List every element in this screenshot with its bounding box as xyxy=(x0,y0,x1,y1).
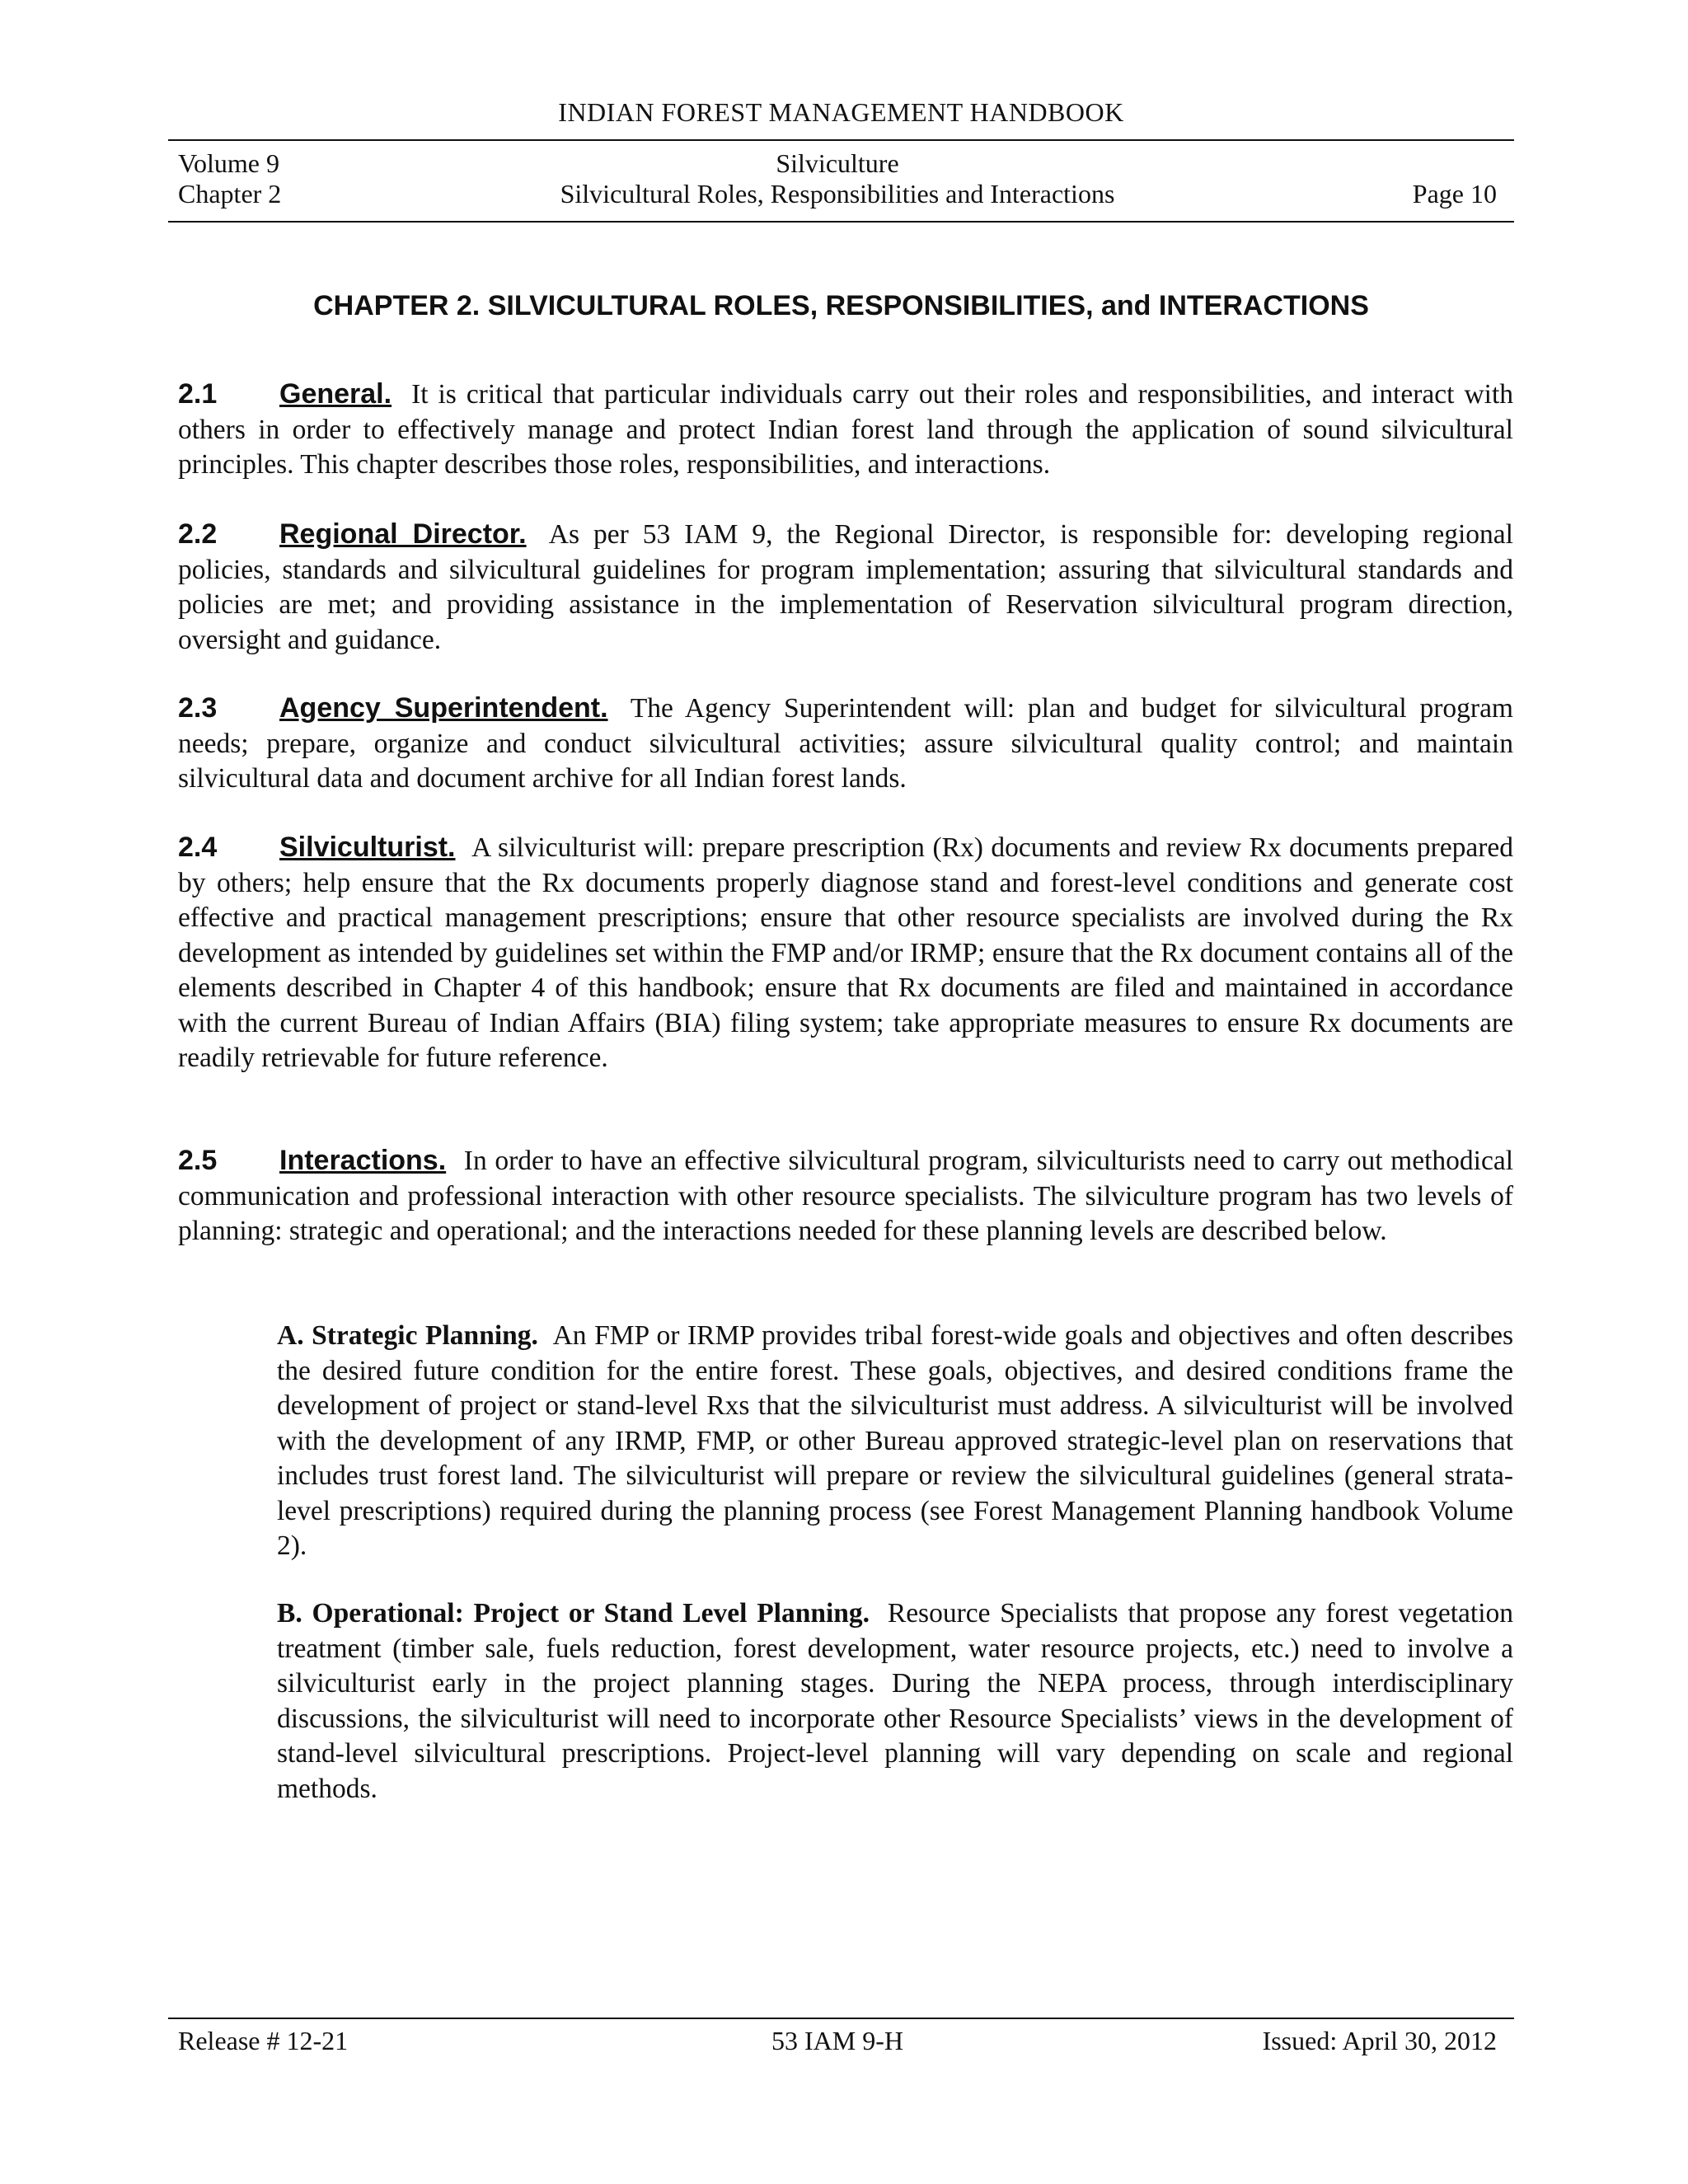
handbook-title: INDIAN FOREST MANAGEMENT HANDBOOK xyxy=(558,97,1124,127)
section-2-2 xyxy=(178,517,1513,658)
section-title: Interactions. xyxy=(279,1145,447,1176)
header-bottom-rule xyxy=(168,221,1514,223)
section-text: As per 53 IAM 9, the Regional Director, is responsible for: developing regional policies, standards and silvicultural guidelines for program implementation; assuring that silvicultural standards and policies are met; and providing assistance in the implementation of Reservation silvicultural program direction, oversight and guidance. xyxy=(178,519,1513,655)
header-line-2 xyxy=(178,179,1497,212)
section-text: In order to have an effective silvicultural program, silviculturists need to carry out methodical communication and professional interaction with other resource specialists. The silviculture program has two levels of planning: strategic and operational; and the interactions needed for these planning levels are described below. xyxy=(178,1146,1514,1246)
manual-code: 53 IAM 9-H xyxy=(771,2026,903,2055)
volume-label: Volume 9 xyxy=(178,148,279,178)
section-number: 2.5 xyxy=(178,1145,218,1176)
subsection-b-operational-planning xyxy=(277,1596,1513,1807)
section-number: 2.1 xyxy=(178,378,218,410)
chapter-subtitle: Silvicultural Roles, Responsibilities and Interactions xyxy=(560,179,1115,209)
header-top-rule xyxy=(168,139,1514,141)
subject-label: Silviculture xyxy=(776,148,899,178)
subsection-label: A. Strategic Planning. xyxy=(277,1320,538,1351)
footer xyxy=(178,2026,1497,2059)
section-2-3 xyxy=(178,691,1513,797)
section-text: A silviculturist will: prepare prescription (Rx) documents and review Rx documents prepared by others; help ensure that the Rx documents properly diagnose stand and forest-level conditions and generate cost effective and practical management prescriptions; ensure that other resource specialists are involved during the Rx development as intended by guidelines set within the FMP and/or IRMP; ensure that the Rx document contains all of the elements described in Chapter 4 of this handbook; ensure that Rx documents are filed and maintained in accordance with the current Bureau of Indian Affairs (BIA) filing system; take appropriate measures to ensure Rx documents are readily retrievable for future reference. xyxy=(178,832,1513,1073)
chapter-label: Chapter 2 xyxy=(178,179,282,209)
section-number: 2.2 xyxy=(178,518,218,550)
section-text: It is critical that particular individuals carry out their roles and responsibilities, and interact with others in order to effectively manage and protect Indian forest land through the application of sound silvicultural principles. This chapter describes those roles, responsibilities, and interactions. xyxy=(178,379,1514,480)
issue-date: Issued: April 30, 2012 xyxy=(1262,2026,1497,2055)
section-number: 2.4 xyxy=(178,832,218,863)
section-title: General. xyxy=(279,378,392,410)
footer-rule xyxy=(168,2018,1514,2019)
subsection-a-strategic-planning xyxy=(277,1319,1513,1564)
section-2-5 xyxy=(178,1143,1513,1249)
header-line-1 xyxy=(178,148,1497,181)
section-2-1 xyxy=(178,377,1513,483)
section-text: The Agency Superintendent will: plan and budget for silvicultural program needs; prepare, organize and conduct silvicultural activities; assure silvicultural quality control; and maintain silvicultural data and document archive for all Indian forest lands. xyxy=(178,693,1513,794)
section-title: Silviculturist. xyxy=(279,832,456,863)
section-title: Regional Director. xyxy=(279,518,527,550)
page-number: Page 10 xyxy=(1412,179,1497,209)
section-title: Agency Superintendent. xyxy=(279,692,608,724)
chapter-heading: CHAPTER 2. SILVICULTURAL ROLES, RESPONSIBILITIES, and INTERACTIONS xyxy=(313,290,1369,321)
subsection-text: Resource Specialists that propose any forest vegetation treatment (timber sale, fuels reduction, forest development, water resource projects, etc.) need to involve a silviculturist early in the project planning stages. During the NEPA process, through interdisciplinary discussions, the silviculturist will need to incorporate other Resource Specialists’ views in the development of stand-level silvicultural prescriptions. Project-level planning will vary depending on scale and regional methods. xyxy=(277,1598,1514,1804)
subsection-label: B. Operational: Project or Stand Level Planning. xyxy=(277,1598,870,1629)
section-2-4 xyxy=(178,830,1513,1076)
section-number: 2.3 xyxy=(178,692,218,724)
release-number: Release # 12-21 xyxy=(178,2026,349,2055)
subsection-text: An FMP or IRMP provides tribal forest-wide goals and objectives and often describes the desired future condition for the entire forest. These goals, objectives, and desired conditions frame the development of project or stand-level Rxs that the silviculturist must address. A silviculturist will be involved with the development of any IRMP, FMP, or other Bureau approved strategic-level plan on reservations that includes trust forest land. The silviculturist will prepare or review the silvicultural guidelines (general strata-level prescriptions) required during the planning process (see Forest Management Planning handbook Volume 2). xyxy=(277,1320,1513,1561)
